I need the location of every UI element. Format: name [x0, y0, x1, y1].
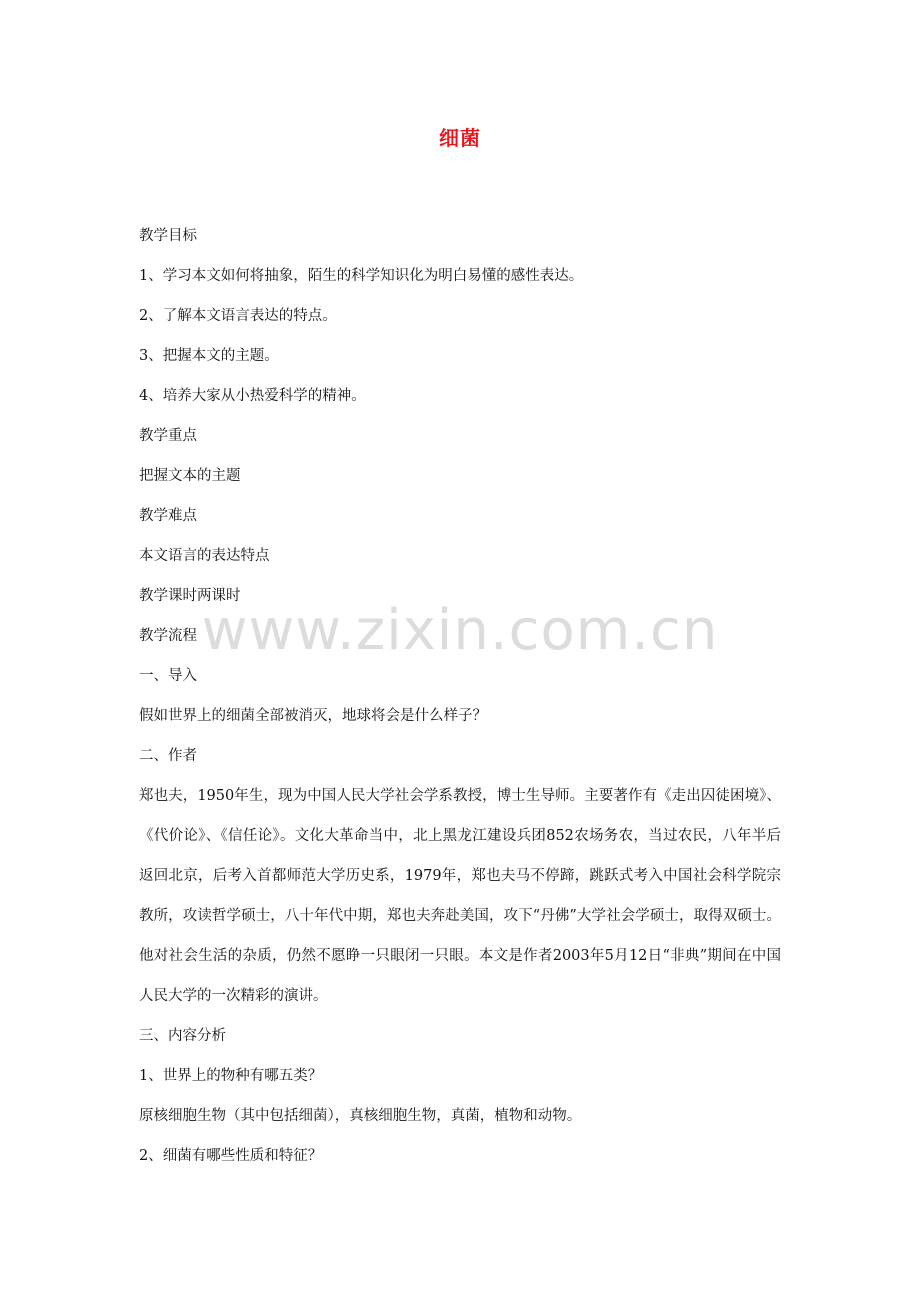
objective-3: 3、把握本文的主题。 — [139, 348, 279, 364]
author-paragraph: 郑也夫，1950年生，现为中国人民大学社会学系教授，博士生导师。主要著作有《走出囚徒困境》、《代价论》、《信任论》。文化大革命当中，北上黑龙江建设兵团852农场务农，当过农民，八年半后返回北京，后考入首都师范大学历史系，1979年，郑也夫马不停蹄，跳跃式考入中国社会科学院宗教所，攻读哲学硕士，八十年代中期，郑也夫奔赴美国，攻下“丹佛”大学社会学硕士，取得双硕士。他对社会生活的杂质，仍然不愿睁一只眼闭一只眼。本文是作者2003年5月12日“非典”期间在中国人民大学的一次精彩的演讲。 — [139, 788, 781, 1004]
watermark: www.zixin.com.cn — [201, 598, 719, 663]
document-body — [139, 216, 781, 1176]
key-point-text: 把握文本的主题 — [139, 468, 241, 484]
section-content-analysis: 三、内容分析 — [139, 1028, 226, 1044]
heading-process: 教学流程 — [139, 628, 197, 644]
answer-1: 原核细胞生物（其中包括细菌），真核细胞生物，真菌，植物和动物。 — [139, 1108, 582, 1124]
introduction-question: 假如世界上的细菌全部被消灭，地球将会是什么样子？ — [139, 708, 487, 724]
heading-difficulties: 教学难点 — [139, 508, 197, 524]
heading-key-points: 教学重点 — [139, 428, 197, 444]
section-introduction: 一、导入 — [139, 668, 197, 684]
question-2: 2、细菌有哪些性质和特征？ — [139, 1148, 323, 1164]
heading-objectives: 教学目标 — [139, 228, 197, 244]
difficulty-text: 本文语言的表达特点 — [139, 548, 270, 564]
class-hours: 教学课时两课时 — [139, 588, 241, 604]
question-1: 1、世界上的物种有哪五类？ — [139, 1068, 323, 1084]
objective-2: 2、了解本文语言表达的特点。 — [139, 308, 337, 324]
document-title: 细菌 — [439, 126, 481, 150]
objective-1: 1、学习本文如何将抽象，陌生的科学知识化为明白易懂的感性表达。 — [139, 268, 584, 284]
section-author: 二、作者 — [139, 748, 197, 764]
objective-4: 4、培养大家从小热爱科学的精神。 — [139, 388, 366, 404]
